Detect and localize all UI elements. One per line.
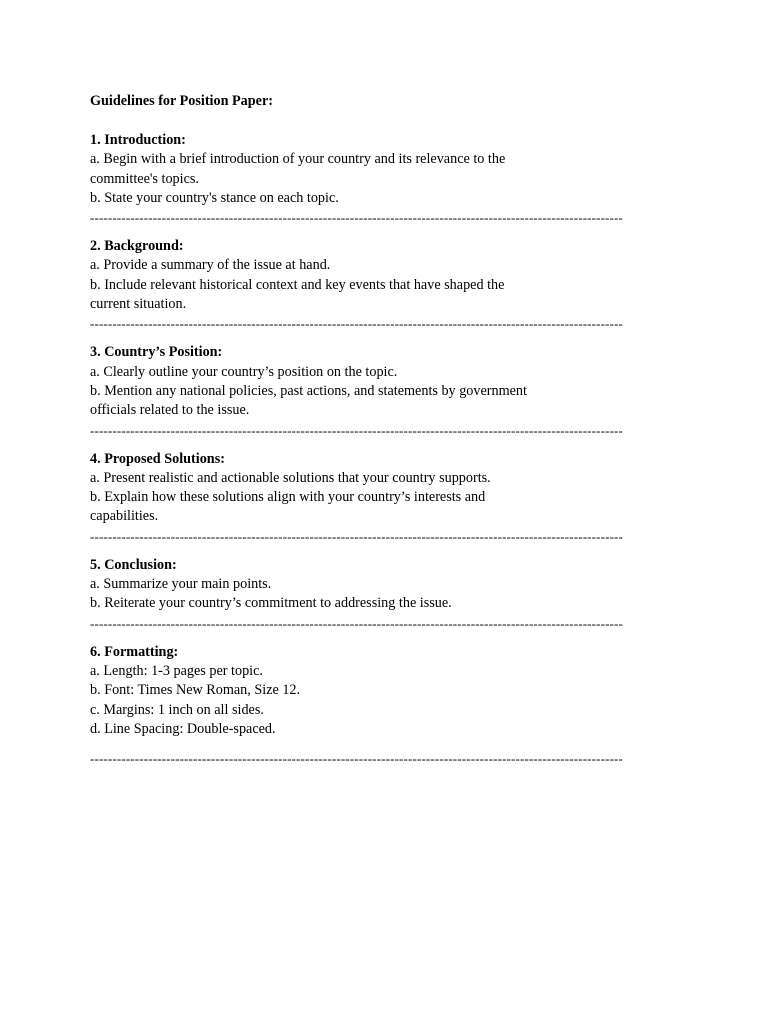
section-line: a. Present realistic and actionable solutions that your country supports. bbox=[90, 469, 491, 486]
section-divider: ----------------------------------------------------------------------------------------------------------------------- bbox=[90, 751, 624, 767]
section-introduction bbox=[90, 131, 768, 227]
section-line: current situation. bbox=[90, 296, 187, 313]
spacer bbox=[90, 440, 768, 450]
section-line: b. Font: Times New Roman, Size 12. bbox=[90, 682, 301, 699]
section-background bbox=[90, 237, 768, 333]
section-line: c. Margins: 1 inch on all sides. bbox=[90, 701, 264, 718]
spacer bbox=[90, 633, 768, 643]
spacer bbox=[90, 739, 768, 749]
section-heading: 4. Proposed Solutions: bbox=[90, 450, 225, 467]
section-conclusion bbox=[90, 556, 768, 633]
section-line: a. Provide a summary of the issue at hand. bbox=[90, 257, 331, 274]
section-heading: 6. Formatting: bbox=[90, 643, 179, 660]
section-country-position bbox=[90, 343, 768, 439]
section-divider: ----------------------------------------------------------------------------------------------------------------------- bbox=[90, 210, 624, 226]
section-line: b. Include relevant historical context and key events that have shaped the bbox=[90, 276, 505, 293]
section-heading: 5. Conclusion: bbox=[90, 556, 177, 573]
spacer bbox=[90, 546, 768, 556]
section-line: a. Begin with a brief introduction of your country and its relevance to the bbox=[90, 151, 506, 168]
section-line: b. Reiterate your country’s commitment to addressing the issue. bbox=[90, 595, 452, 612]
section-line: b. Mention any national policies, past actions, and statements by government bbox=[90, 382, 527, 399]
section-line: a. Summarize your main points. bbox=[90, 576, 272, 593]
section-heading: 1. Introduction: bbox=[90, 132, 186, 148]
section-formatting bbox=[90, 643, 768, 768]
document-title: Guidelines for Position Paper: bbox=[90, 93, 273, 109]
spacer bbox=[90, 227, 768, 237]
section-heading: 3. Country’s Position: bbox=[90, 344, 223, 361]
section-proposed-solutions bbox=[90, 450, 768, 546]
section-line: capabilities. bbox=[90, 508, 159, 525]
section-line: b. Explain how these solutions align with your country’s interests and bbox=[90, 489, 486, 506]
section-line: committee's topics. bbox=[90, 170, 199, 187]
spacer bbox=[90, 333, 768, 343]
spacer bbox=[90, 111, 768, 131]
section-line: a. Clearly outline your country’s position on the topic. bbox=[90, 363, 398, 380]
section-line: officials related to the issue. bbox=[90, 402, 250, 419]
section-line: a. Length: 1-3 pages per topic. bbox=[90, 662, 263, 679]
section-divider: ----------------------------------------------------------------------------------------------------------------------- bbox=[90, 528, 624, 544]
section-divider: ----------------------------------------------------------------------------------------------------------------------- bbox=[90, 422, 624, 438]
section-line: b. State your country's stance on each topic. bbox=[90, 189, 339, 206]
section-heading: 2. Background: bbox=[90, 238, 184, 255]
section-divider: ----------------------------------------------------------------------------------------------------------------------- bbox=[90, 316, 624, 332]
section-line: d. Line Spacing: Double-spaced. bbox=[90, 720, 276, 737]
section-divider: ----------------------------------------------------------------------------------------------------------------------- bbox=[90, 615, 624, 631]
